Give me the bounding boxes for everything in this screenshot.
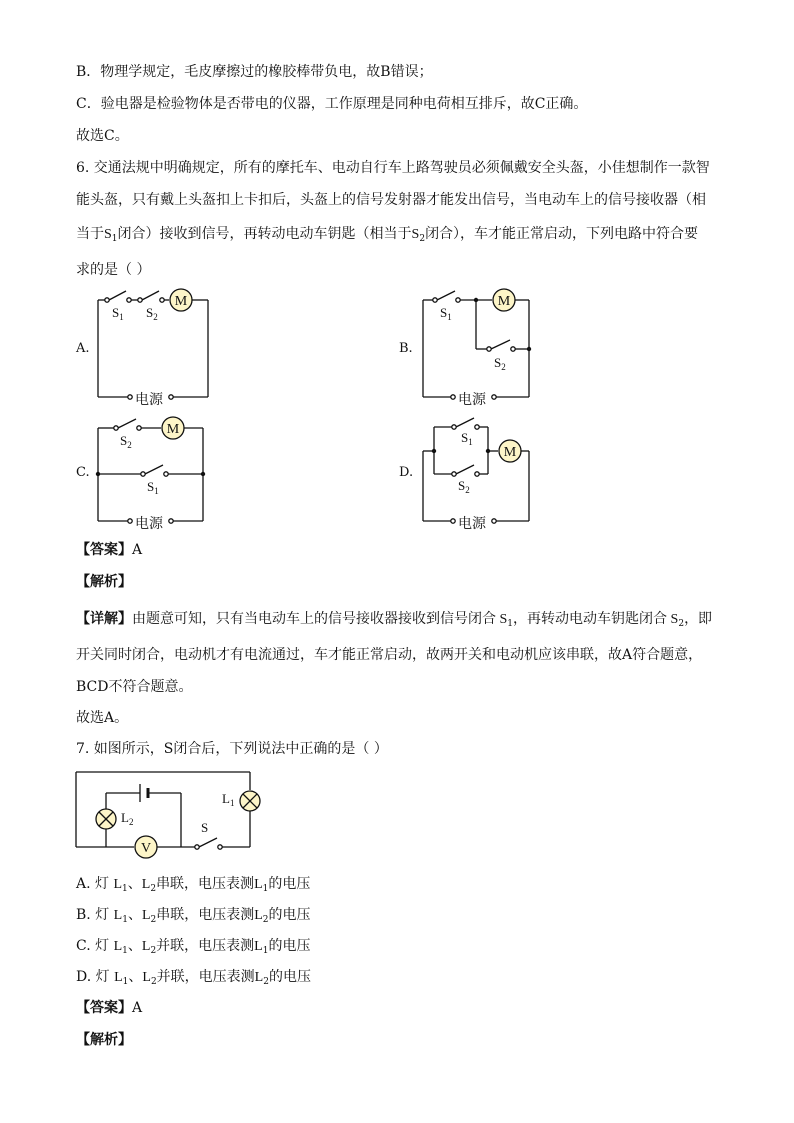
- voltmeter-label: V: [140, 841, 152, 856]
- q6-detail-line1: 【详解】由题意可知，只有当电动车上的信号接收器接收到信号闭合 $S_1$，再转动电动车钥匙闭合 $S_2$，即: [76, 611, 713, 629]
- q6-opt-d: D.: [399, 465, 414, 480]
- circuit-b: [423, 289, 529, 399]
- q7-option-d: D. 灯 $L_1$、$L_2$并联，电压表测$L_2$的电压: [76, 969, 311, 987]
- q7-l2-label: $L_2$: [121, 810, 134, 827]
- q6-line3: 当于$S_1$闭合）接收到信号，再转动电动车钥匙（相当于$S_2$闭合），车才能正常启动，下列电路中符合要: [76, 226, 699, 244]
- b-s1-label: $S_1$: [440, 305, 452, 322]
- q6-opt-b: B.: [399, 341, 413, 356]
- q6-line4: 求的是（ ）: [76, 262, 151, 278]
- motor-b-label: M: [497, 294, 511, 309]
- q6-detail-line2: 开关同时闭合，电动机才有电流通过，车才能正常启动，故两开关和电动机应该串联，故A符合题意，: [76, 647, 703, 663]
- motor-c-label: M: [166, 422, 180, 437]
- prev-line-b: B．物理学规定，毛皮摩擦过的橡胶棒带负电，故B错误；: [76, 64, 433, 80]
- b-power-label: 电源: [458, 392, 486, 408]
- q7-option-a: A. 灯 $L_1$、$L_2$串联，电压表测$L_1$的电压: [76, 876, 311, 894]
- prev-choose: 故选C。: [76, 128, 129, 144]
- q7-answer: 【答案】A: [76, 1000, 143, 1016]
- q6-opt-a: A.: [76, 341, 90, 356]
- a-s1-label: $S_1$: [112, 305, 124, 322]
- circuit-c: [98, 417, 203, 523]
- q6-opt-c: C.: [76, 465, 90, 480]
- q7-option-b: B. 灯 $L_1$、$L_2$串联，电压表测$L_2$的电压: [76, 907, 311, 925]
- circuit-d: [423, 418, 529, 523]
- d-power-label: 电源: [458, 516, 486, 532]
- c-s1-label: $S_1$: [147, 479, 159, 496]
- q7-circuit: [76, 772, 260, 858]
- c-power-label: 电源: [135, 516, 163, 532]
- q6-answer: 【答案】A: [76, 542, 143, 558]
- q6-detail-line3: BCD不符合题意。: [76, 679, 193, 695]
- q7-analysis-tag: 【解析】: [76, 1032, 132, 1048]
- q7-s-label: S: [201, 820, 209, 835]
- q7-option-c: C. 灯 $L_1$、$L_2$并联，电压表测$L_1$的电压: [76, 938, 311, 956]
- q6-choose: 故选A。: [76, 710, 129, 726]
- a-power-label: 电源: [135, 392, 163, 408]
- motor-a-label: M: [174, 294, 188, 309]
- q6-line2: 能头盔，只有戴上头盔扣上卡扣后，头盔上的信号发射器才能发出信号，当电动车上的信号接收器（相: [76, 192, 706, 208]
- d-s2-label: $S_2$: [458, 478, 470, 495]
- c-s2-label: $S_2$: [120, 433, 132, 450]
- motor-d-label: M: [503, 445, 517, 460]
- b-s2-label: $S_2$: [494, 355, 506, 372]
- q7-l1-label: $L_1$: [222, 791, 235, 808]
- prev-line-c: C．验电器是检验物体是否带电的仪器，工作原理是同种电荷相互排斥，故C正确。: [76, 96, 588, 112]
- q6-analysis-tag: 【解析】: [76, 574, 132, 590]
- q7-stem: 7. 如图所示，S闭合后，下列说法中正确的是（ ）: [76, 741, 388, 757]
- d-s1-label: $S_1$: [461, 430, 473, 447]
- a-s2-label: $S_2$: [146, 305, 158, 322]
- q6-line1: 6. 交通法规中明确规定，所有的摩托车、电动自行车上路驾驶员必须佩戴安全头盔，小佳想制作一款智: [76, 160, 710, 176]
